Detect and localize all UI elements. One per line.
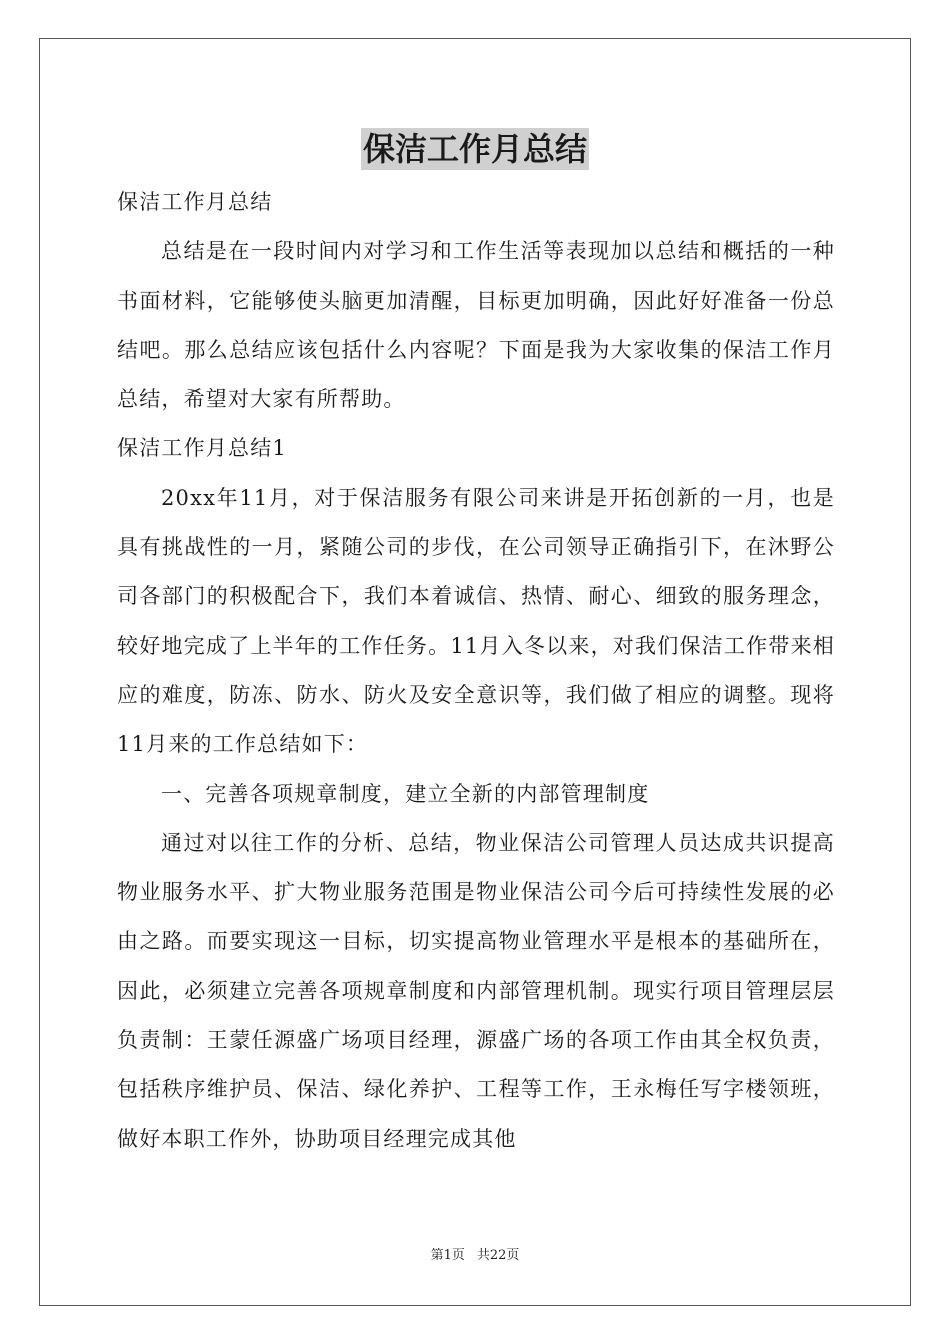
- page-footer: [0, 1246, 950, 1266]
- body-paragraph: 20xx年11月，对于保洁服务有限公司来讲是开拓创新的一月，也是具有挑战性的一月，紧随公司的步伐，在公司领导正确指引下，在沐野公司各部门的积极配合下，我们本着诚信、热情、耐心、细致的服务理念，较好地完成了上半年的工作任务。11月入冬以来，对我们保洁工作带来相应的难度，防冻、防水、防火及安全意识等，我们做了相应的调整。现将11月来的工作总结如下：: [117, 485, 835, 757]
- subtitle-paragraph: 保洁工作月总结: [117, 190, 273, 214]
- page-number: 第1页: [430, 1248, 465, 1263]
- subsection-heading: 一、完善各项规章制度，建立全新的内部管理制度: [161, 781, 650, 806]
- section-heading: 保洁工作月总结1: [117, 436, 287, 461]
- document-body: [117, 178, 835, 1164]
- title-wrap: [0, 128, 950, 170]
- intro-paragraph: 总结是在一段时间内对学习和工作生活等表现加以总结和概括的一种书面材料，它能够使头脑更加清醒，目标更加明确，因此好好准备一份总结吧。那么总结应该包括什么内容呢？下面是我为大家收集的保洁工作月总结，希望对大家有所帮助。: [117, 239, 835, 412]
- body-paragraph: 通过对以往工作的分析、总结，物业保洁公司管理人员达成共识提高物业服务水平、扩大物业服务范围是物业保洁公司今后可持续性发展的必由之路。而要实现这一目标，切实提高物业管理水平是根本的基础所在，因此，必须建立完善各项规章制度和内部管理机制。现实行项目管理层层负责制：王蒙任源盛广场项目经理，源盛广场的各项工作由其全权负责，包括秩序维护员、保洁、绿化养护、工程等工作，王永梅任写字楼领班，做好本职工作外，协助项目经理完成其他: [117, 830, 835, 1151]
- page-total: 共22页: [476, 1248, 520, 1263]
- document-title: 保洁工作月总结: [362, 130, 587, 168]
